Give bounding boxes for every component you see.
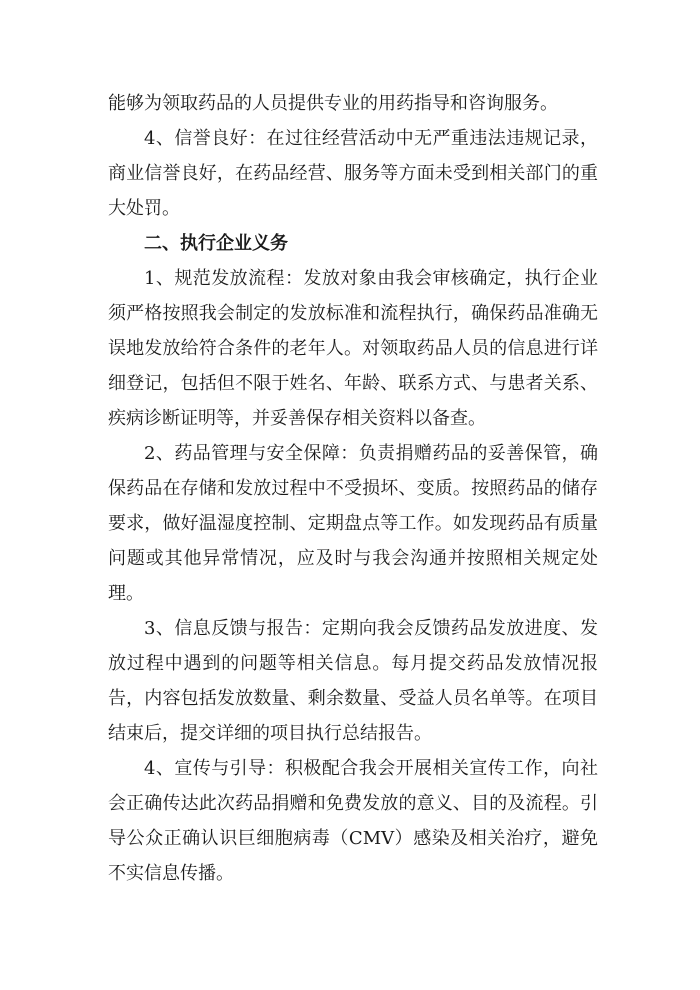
paragraph-item-distribution-process: 1、规范发放流程：发放对象由我会审核确定，执行企业须严格按照我会制定的发放标准和流程执行，确保药品准确无误地发放给符合条件的老年人。对领取药品人员的信息进行详细登记，包括但不限于姓名、年龄、联系方式、与患者关系、疾病诊断证明等，并妥善保存相关资料以备查。 — [108, 268, 598, 429]
paragraph-item-drug-management: 2、药品管理与安全保障：负责捐赠药品的妥善保管，确保药品在存储和发放过程中不受损坏、变质。按照药品的储存要求，做好温湿度控制、定期盘点等工作。如发现药品有质量问题或其他异常情况，应及时与我会沟通并按照相关规定处理。 — [108, 443, 598, 604]
section-heading-obligations: 二、执行企业义务 — [144, 233, 288, 254]
paragraph-item-credit: 4、信誉良好：在过往经营活动中无严重违法违规记录，商业信誉良好，在药品经营、服务等方面未受到相关部门的重大处罚。 — [108, 128, 598, 219]
document-body — [108, 86, 598, 891]
paragraph-item-feedback-report: 3、信息反馈与报告：定期向我会反馈药品发放进度、发放过程中遇到的问题等相关信息。每月提交药品发放情况报告，内容包括发放数量、剩余数量、受益人员名单等。在项目结束后，提交详细的项目执行总结报告。 — [108, 618, 598, 744]
paragraph-continuation: 能够为领取药品的人员提供专业的用药指导和咨询服务。 — [108, 93, 558, 114]
paragraph-item-publicity: 4、宣传与引导：积极配合我会开展相关宣传工作，向社会正确传达此次药品捐赠和免费发放的意义、目的及流程。引导公众正确认识巨细胞病毒（CMV）感染及相关治疗，避免不实信息传播。 — [108, 758, 598, 884]
